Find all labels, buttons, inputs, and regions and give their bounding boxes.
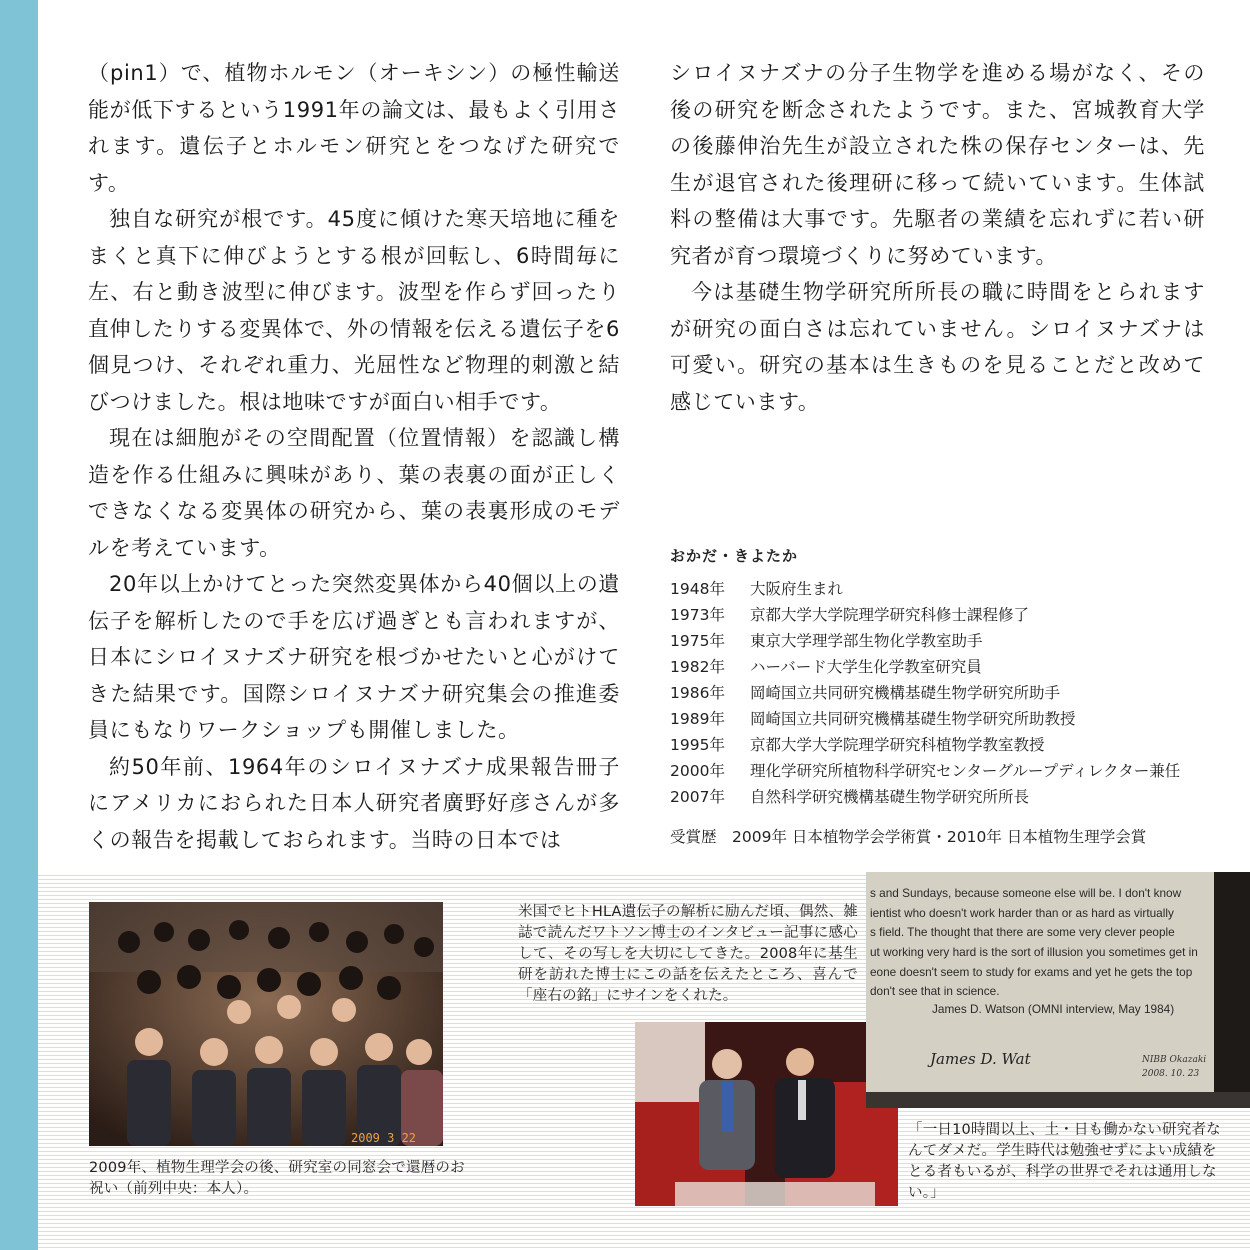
career-desc: ハーバード大学生化学教室研究員 [750,658,982,676]
card-quote-line: eone doesn't seem to study for exams and yet he gets the top [870,965,1193,979]
visit-photo [635,1022,898,1206]
visit-caption: 米国でヒトHLA遺伝子の解析に励んだ頃、偶然、雑誌で読んだワトソン博士のインタビュー記事に感心して、その写しを大切にしてきた。2008年に基生研を訪れた博士にこの話を伝えたところ、喜んで「座右の銘」にサインをくれた。 [518,904,858,1004]
article-paragraph: 現在は細胞がその空間配置（位置情報）を認識し構造を作る仕組みに興味があり、葉の表裏の面が正しくできなくなる変異体の研究から、葉の表裏形成のモデルを考えています。 [88,426,620,560]
article-paragraph: 20年以上かけてとった突然変異体から40個以上の遺伝子を解析したので手を広げ過ぎとも言われますが、日本にシロイヌナズナ研究を根づかせたいと心がけてきた結果です。国際シロイヌナズナ研究集会の推進委員にもなりワークショップも開催しました。 [88,572,620,742]
group-photo-caption: 2009年、植物生理学会の後、研究室の同窓会で還暦のお祝い（前列中央：本人）。 [89,1160,465,1197]
card-quote-line: s field. The thought that there are some very clever people [870,925,1175,939]
career-desc: 大阪府生まれ [750,580,844,598]
profile-name: おかだ・きよたか [670,547,799,565]
career-row [670,758,1230,784]
career-row [670,680,1230,706]
career-year: 1975年 [670,632,725,650]
card-quote-line: s and Sundays, because someone else will be. I don't know [870,886,1182,900]
photo-date-stamp: 2009 3 22 [351,1131,417,1145]
career-list [670,576,1230,810]
career-row [670,784,1230,810]
group-photo [89,902,443,1146]
awards-line: 受賞歴 2009年 日本植物学会学術賞・2010年 日本植物生理学会賞 [670,828,1147,846]
watson-signature: James D. Wat [930,1050,1031,1068]
article-right-column [670,55,1205,420]
career-desc: 東京大学理学部生物化学教室助手 [750,632,983,650]
career-year: 1989年 [670,710,725,728]
card-credit: James D. Watson (OMNI interview, May 1984) [932,1002,1175,1016]
career-row [670,706,1230,732]
career-desc: 理化学研究所植物科学研究センターグループディレクター兼任 [750,762,1181,780]
article-left-column [88,55,620,858]
career-year: 1948年 [670,580,725,598]
signature-note-date: 2008. 10. 23 [1142,1069,1200,1079]
article-paragraph: 約50年前、1964年のシロイヌナズナ成果報告冊子にアメリカにおられた日本人研究者廣野好彦さんが多くの報告を掲載しておられます。当時の日本では [88,754,620,852]
side-color-bar [0,0,38,1250]
article-paragraph: 今は基礎生物学研究所所長の職に時間をとられますが研究の面白さは忘れていません。シロイヌナズナは可愛い。研究の基本は生きものを見ることだと改めて感じています。 [670,280,1205,414]
career-row [670,654,1230,680]
card-quote-line: don't see that in science. [870,984,1000,998]
career-desc: 自然科学研究機構基礎生物学研究所所長 [750,788,1030,806]
signature-area [866,872,1250,1108]
career-desc: 岡崎国立共同研究機構基礎生物学研究所助教授 [750,710,1076,728]
career-row [670,602,1230,628]
career-row [670,732,1230,758]
career-year: 1973年 [670,606,725,624]
quote-caption: 「一日10時間以上、土・日も働かない研究者なんてダメだ。学生時代は勉強せずによい成績をとる者もいるが、科学の世界でそれは通用しない。」 [908,1122,1221,1201]
article-paragraph: （pin1）で、植物ホルモン（オーキシン）の極性輸送能が低下するという1991年の論文は、最もよく引用されます。遺伝子とホルモン研究とをつなげた研究です。 [88,61,620,195]
career-year: 1986年 [670,684,725,702]
career-row [670,576,1230,602]
signature-note-name: NIBB Okazaki [1142,1055,1207,1065]
career-desc: 岡崎国立共同研究機構基礎生物学研究所助手 [750,684,1061,702]
article-paragraph: シロイヌナズナの分子生物学を進める場がなく、その後の研究を断念されたようです。また、宮城教育大学の後藤伸治先生が設立された株の保存センターは、先生が退官された後理研に移って続いています。生体試料の整備は大事です。先駆者の業績を忘れずに若い研究者が育つ環境づくりに努めています。 [670,61,1205,268]
career-year: 2000年 [670,762,725,780]
visit-photo-image [635,1022,898,1206]
career-desc: 京都大学大学院理学研究科植物学教室教授 [750,736,1045,754]
career-year: 1995年 [670,736,725,754]
career-year: 2007年 [670,788,725,806]
career-year: 1982年 [670,658,725,676]
group-photo-image [89,902,443,1146]
career-desc: 京都大学大学院理学研究科修士課程修了 [750,606,1030,624]
card-quote-line: ut working very hard is the sort of illusion you sometimes get in [870,945,1198,959]
article-paragraph: 独自な研究が根です。45度に傾けた寒天培地に種をまくと真下に伸びようとする根が回転し、6時間毎に左、右と動き波型に伸びます。波型を作らず回ったり直伸したりする変異体で、外の情報を伝える遺伝子を6個見つけ、それぞれ重力、光屈性など物理的刺激と結びつけました。根は地味ですが面白い相手です。 [88,207,620,414]
watson-card-photo [866,872,1250,1108]
card-quote-line: ientist who doesn't work harder than or as hard as virtually [870,906,1174,920]
career-row [670,628,1230,654]
profile-block [670,545,1230,850]
